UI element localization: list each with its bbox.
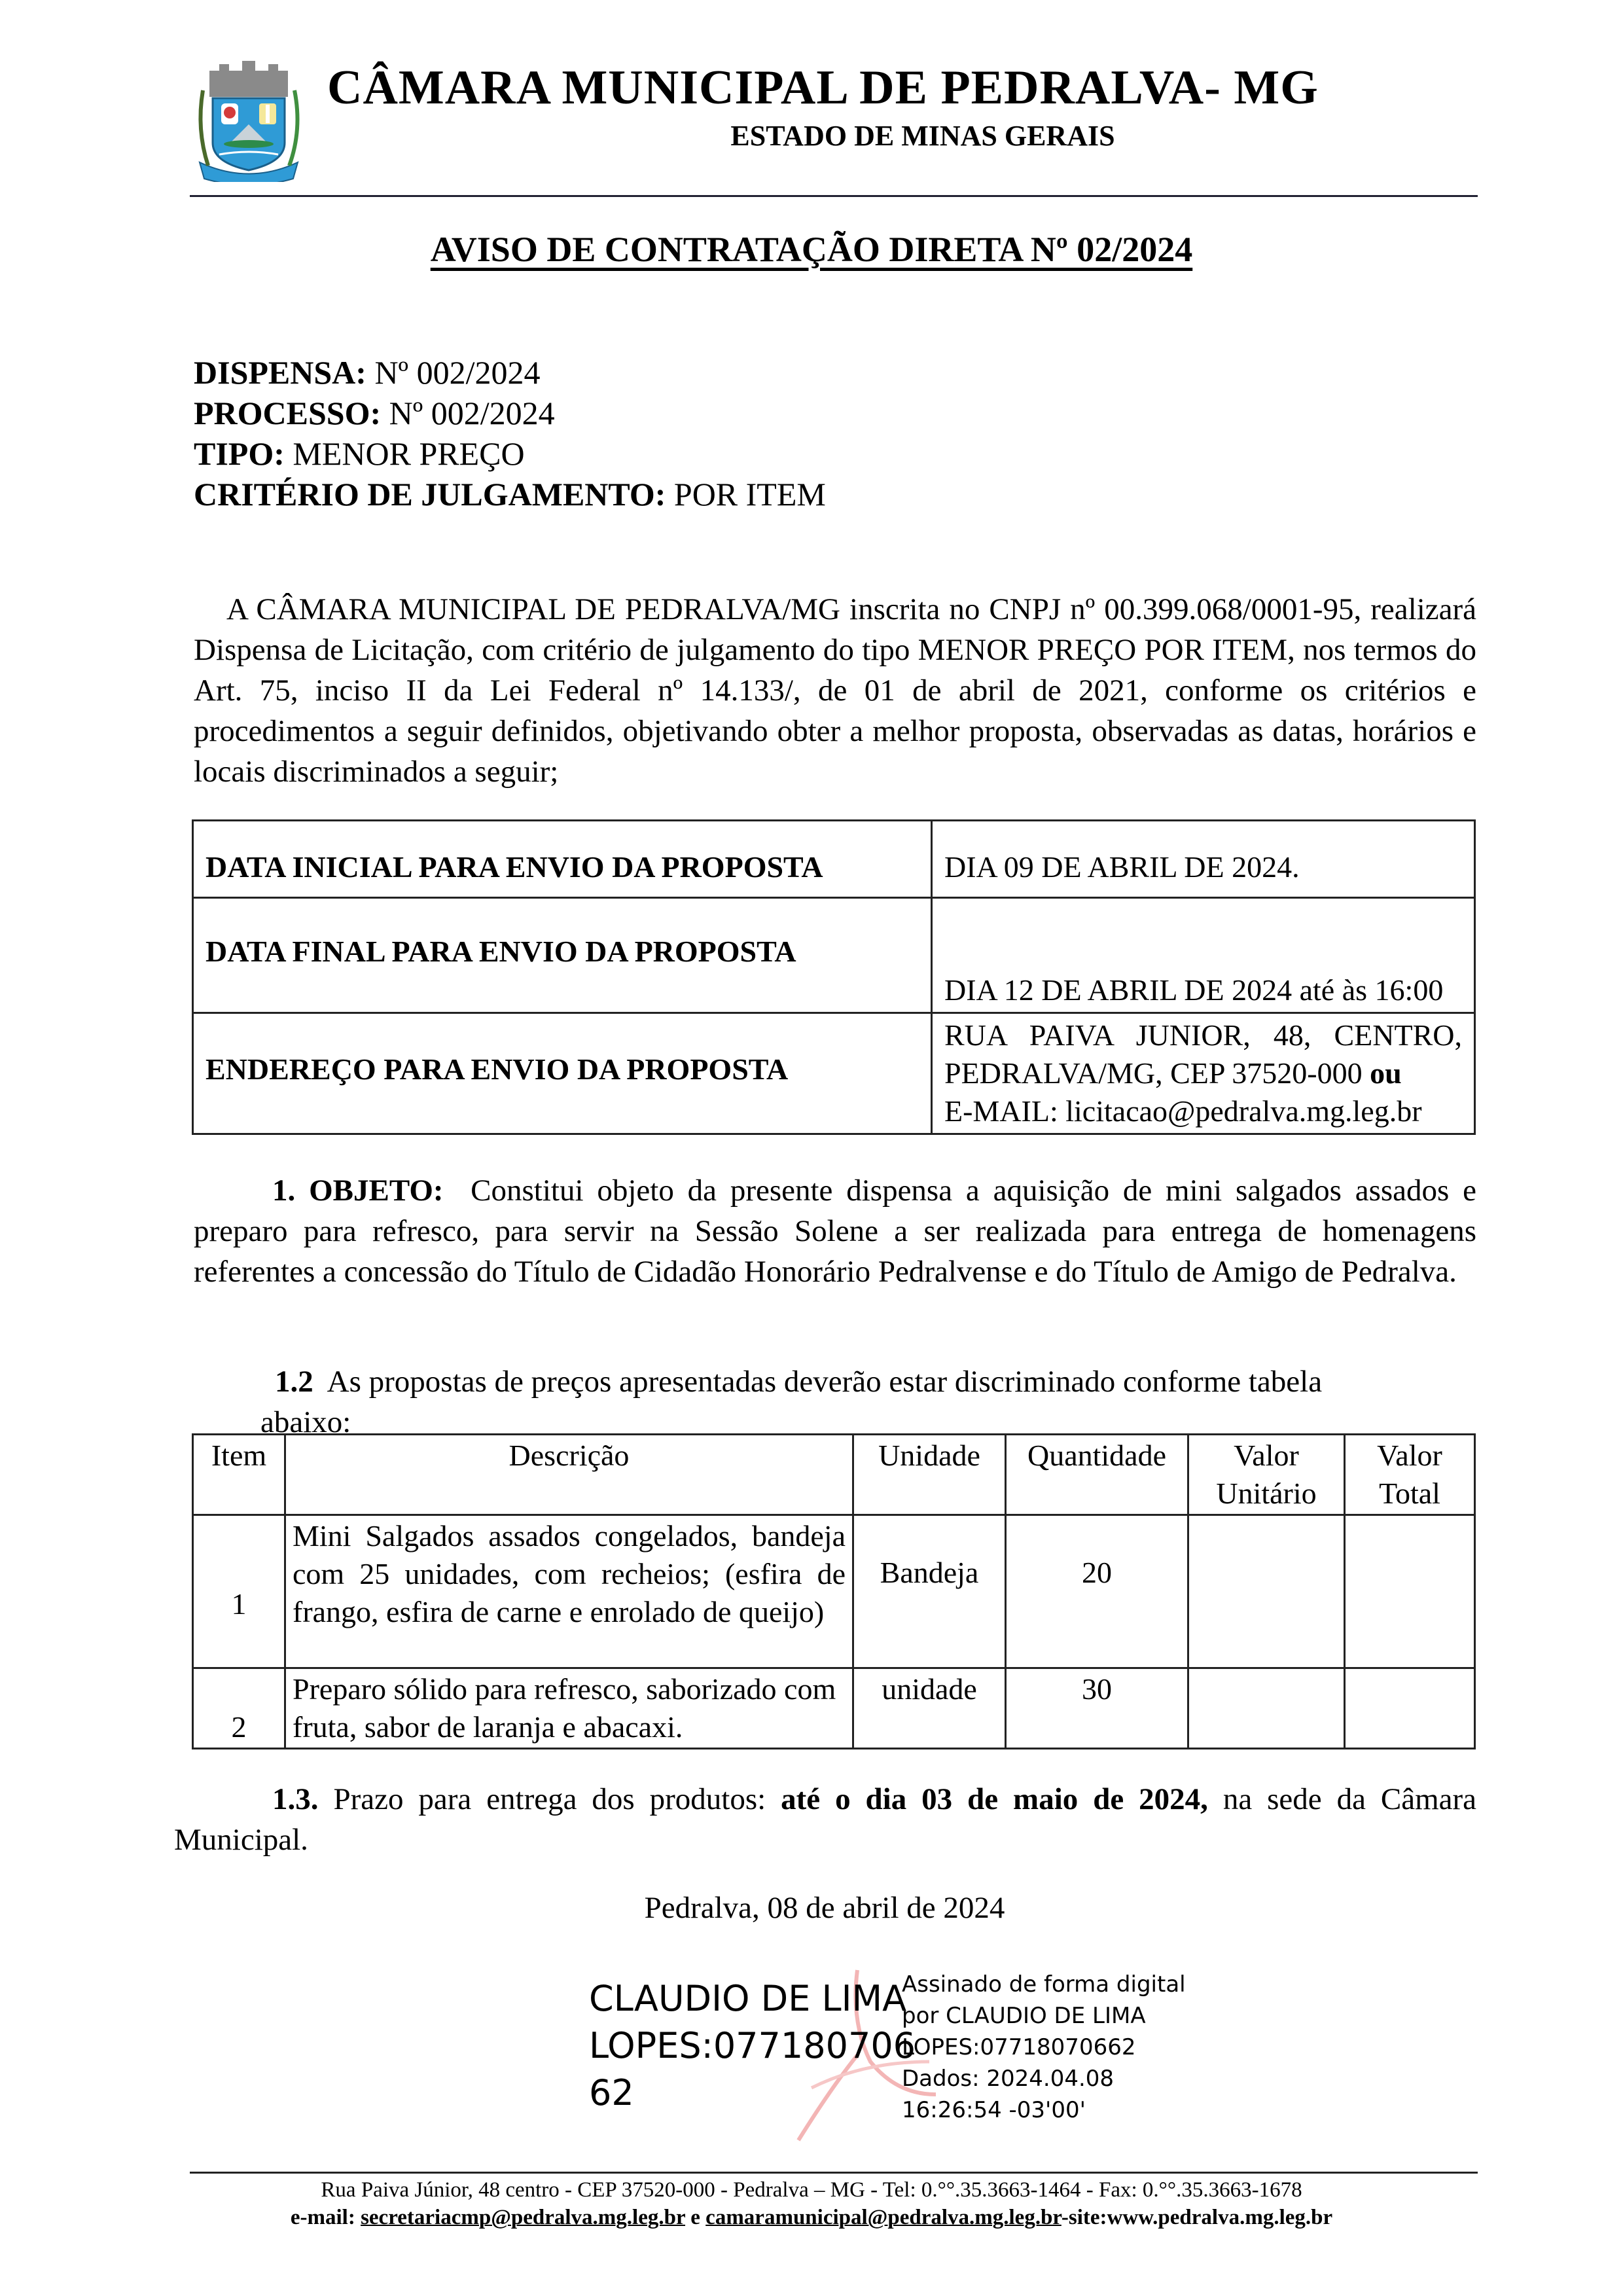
item-number: 2 — [193, 1668, 285, 1749]
col-header-descricao: Descrição — [285, 1435, 853, 1515]
col-header-unidade: Unidade — [853, 1435, 1006, 1515]
item-1-3-deadline: até o dia 03 de maio de 2024, — [781, 1782, 1208, 1816]
footer-email-link-secretaria[interactable]: secretariacmp@pedralva.mg.leg.br — [361, 2206, 686, 2229]
item-1-2-paragraph — [260, 1361, 1399, 1443]
institution-title: CÂMARA MUNICIPAL DE PEDRALVA- MG — [327, 61, 1319, 115]
footer-address: Rua Paiva Júnior, 48 centro - CEP 37520-000 - Pedralva – MG - Tel: 0.°°.35.3663-1464 - Fax: 0.°°.35.3663-1678 — [321, 2178, 1302, 2202]
items-header-row — [193, 1435, 1475, 1515]
address-text: RUA PAIVA JUNIOR, 48, CENTRO, PEDRALVA/MG, CEP 37520-000 — [944, 1018, 1462, 1090]
items-table — [192, 1433, 1476, 1749]
footer-divider — [190, 2172, 1478, 2174]
institution-subtitle: ESTADO DE MINAS GERAIS — [730, 120, 1115, 152]
col-header-item: Item — [193, 1435, 285, 1515]
item-1-3-text: Prazo para entrega dos produtos: — [333, 1782, 766, 1816]
intro-text: A CÂMARA MUNICIPAL DE PEDRALVA/MG inscrita no CNPJ nº 00.399.068/0001-95, realizará Dispensa de Licitação, com critério de julgamento do tipo MENOR PREÇO POR ITEM, nos termos do Art. 75, inciso II da Lei Federal nº 14.133/, de 01 de abril de 2021, conforme os critérios e procedimentos a seguir definidos, objetivando obter a melhor proposta, observadas as datas, horários e locais discriminados a seguir; — [194, 592, 1476, 789]
footer-contacts — [0, 2206, 1623, 2230]
signature-info-line: por CLAUDIO DE LIMA — [902, 2003, 1146, 2029]
meta-label: DISPENSA: — [194, 354, 366, 391]
schedule-table — [192, 819, 1476, 1135]
header-divider — [190, 195, 1478, 197]
meta-dispensa — [194, 352, 540, 393]
item-total-price[interactable] — [1345, 1668, 1475, 1749]
meta-value: Nº 002/2024 — [389, 395, 555, 431]
intro-paragraph — [194, 589, 1476, 792]
item-quantity: 20 — [1006, 1515, 1188, 1668]
item-1-3-text-after: na sede da Câmara Municipal. — [174, 1782, 1477, 1857]
item-number: 1 — [193, 1515, 285, 1668]
objeto-paragraph — [194, 1170, 1476, 1292]
signer-name-line: 62 — [589, 2072, 634, 2113]
schedule-value: DIA 09 DE ABRIL DE 2024. — [932, 821, 1475, 898]
schedule-label: ENDEREÇO PARA ENVIO DA PROPOSTA — [193, 1013, 932, 1134]
items-row — [193, 1515, 1475, 1668]
signer-name — [589, 1975, 916, 2117]
meta-label: TIPO: — [194, 435, 285, 472]
document-title-text: AVISO DE CONTRATAÇÃO DIRETA Nº 02/2024 — [430, 230, 1193, 269]
schedule-value: DIA 12 DE ABRIL DE 2024 até às 16:00 — [932, 898, 1475, 1013]
signature-info-line: 16:26:54 -03'00' — [902, 2097, 1086, 2123]
item-1-2-text: As propostas de preços apresentadas deverão estar discriminado conforme tabela abaixo: — [260, 1365, 1323, 1439]
meta-value: MENOR PREÇO — [293, 435, 525, 472]
signature-info — [902, 1969, 1186, 2126]
schedule-row — [193, 1013, 1475, 1134]
objeto-label: 1. OBJETO: — [272, 1174, 444, 1208]
item-1-2-label: 1.2 — [275, 1365, 313, 1399]
meta-label: CRITÉRIO DE JULGAMENTO: — [194, 476, 666, 512]
document-title — [0, 229, 1623, 270]
item-1-3-label: 1.3. — [272, 1782, 319, 1816]
item-total-price[interactable] — [1345, 1515, 1475, 1668]
footer-email-separator: e — [690, 2206, 700, 2229]
schedule-row — [193, 821, 1475, 898]
schedule-row — [193, 898, 1475, 1013]
objeto-text: Constitui objeto da presente dispensa a aquisição de mini salgados assados e preparo para refresco, para servir na Sessão Solene a ser realizada para entrega de homenagens referentes a concessão do Título de Cidadão Honorário Pedralvense e do Título de Amigo de Pedralva. — [194, 1174, 1476, 1289]
col-header-quantidade: Quantidade — [1006, 1435, 1188, 1515]
item-unit: unidade — [853, 1668, 1006, 1749]
item-description: Mini Salgados assados congelados, bandeja com 25 unidades, com recheios; (esfira de frango, esfira de carne e enrolado de queijo) — [285, 1515, 853, 1668]
col-header-valor-total: Valor Total — [1345, 1435, 1475, 1515]
meta-processo — [194, 393, 555, 433]
signature-info-line: LOPES:07718070662 — [902, 2034, 1136, 2060]
item-1-3-paragraph — [174, 1779, 1476, 1860]
meta-label: PROCESSO: — [194, 395, 382, 431]
schedule-label: DATA INICIAL PARA ENVIO DA PROPOSTA — [193, 821, 932, 898]
meta-value: Nº 002/2024 — [374, 354, 541, 391]
meta-value: POR ITEM — [673, 476, 826, 512]
footer-email-link-camara[interactable]: camaramunicipal@pedralva.mg.leg.br — [705, 2206, 1061, 2229]
footer-site-link[interactable]: -site:www.pedralva.mg.leg.br — [1061, 2206, 1333, 2229]
place-date: Pedralva, 08 de abril de 2024 — [644, 1891, 1005, 1925]
item-unit: Bandeja — [853, 1515, 1006, 1668]
items-row — [193, 1668, 1475, 1749]
item-description: Preparo sólido para refresco, saborizado com fruta, sabor de laranja e abacaxi. — [285, 1668, 853, 1749]
address-or: ou — [1370, 1056, 1402, 1090]
meta-criterio — [194, 474, 826, 514]
col-header-valor-unitario: Valor Unitário — [1188, 1435, 1345, 1515]
signature-info-line: Assinado de forma digital — [902, 1971, 1186, 1998]
item-unit-price[interactable] — [1188, 1668, 1345, 1749]
item-unit-price[interactable] — [1188, 1515, 1345, 1668]
email-text[interactable]: E-MAIL: licitacao@pedralva.mg.leg.br — [944, 1094, 1422, 1128]
item-quantity: 30 — [1006, 1668, 1188, 1749]
schedule-value — [932, 1013, 1475, 1134]
municipal-coat-of-arms-icon — [183, 51, 314, 182]
signature-info-line: Dados: 2024.04.08 — [902, 2066, 1115, 2092]
schedule-label: DATA FINAL PARA ENVIO DA PROPOSTA — [193, 898, 932, 1013]
signer-name-line: CLAUDIO DE LIMA — [589, 1978, 907, 2019]
footer-email-label: e-mail: — [290, 2206, 355, 2229]
signer-name-line: LOPES:077180706 — [589, 2025, 916, 2066]
meta-tipo — [194, 433, 525, 474]
